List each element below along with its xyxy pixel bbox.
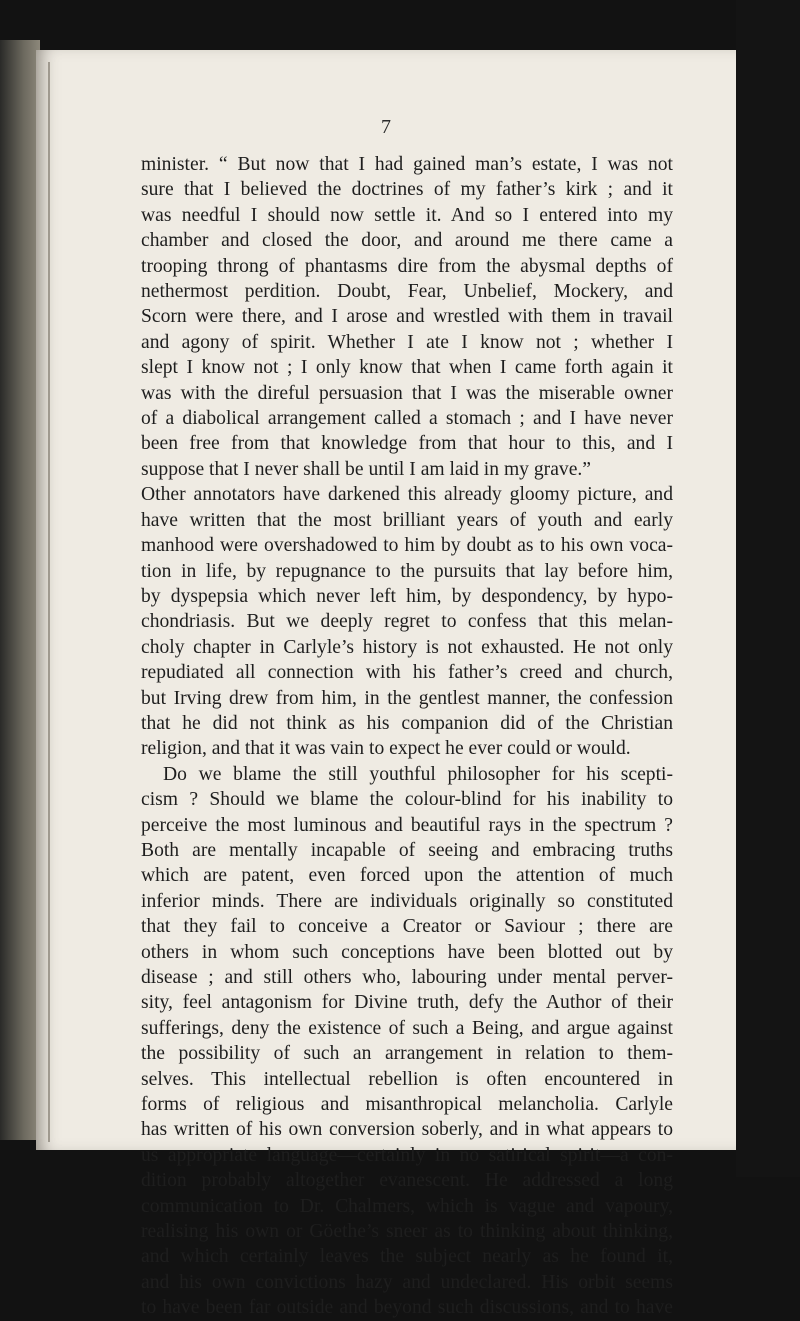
text-line: but Irving drew from him, in the gentlest manner, the confession (141, 687, 673, 709)
text-line: Other annotators have darkened this already gloomy picture, and (141, 484, 673, 506)
text-line: sure that I believed the doctrines of my father’s kirk ; and it (141, 179, 673, 201)
text-line: chondriasis. But we deeply regret to confess that this melan- (141, 611, 673, 633)
text-line: trooping throng of phantasms dire from the abysmal depths of (141, 255, 673, 277)
text-line: have written that the most brilliant years of youth and early (141, 509, 673, 531)
text-line: Do we blame the still youthful philosopher for his scepti- (163, 763, 673, 785)
text-line: religion, and that it was vain to expect he ever could or would. (141, 738, 631, 760)
text-line: cism ? Should we blame the colour-blind for his inability to (141, 789, 673, 811)
page-number: 7 (381, 116, 391, 138)
text-line: suppose that I never shall be until I am laid in my grave.” (141, 458, 591, 480)
text-line: that they fail to conceive a Creator or Saviour ; there are (141, 916, 673, 938)
text-line: realising his own or Göethe’s sneer as to thinking about thinking, (141, 1221, 673, 1243)
text-line: to have been far outside and beyond such discussions, and to have (141, 1297, 673, 1319)
text-line: Scorn were there, and I arose and wrestled with them in travail (141, 306, 673, 328)
text-line: and agony of spirit. Whether I ate I know not ; whether I (141, 331, 673, 353)
text-line: inferior minds. There are individuals originally so constituted (141, 890, 673, 912)
text-line: minister. “ But now that I had gained man’s estate, I was not (141, 154, 673, 175)
text-line: sufferings, deny the existence of such a Being, and argue against (141, 1017, 673, 1039)
text-line: sity, feel antagonism for Divine truth, defy the Author of their (141, 992, 673, 1014)
text-line: Both are mentally incapable of seeing and embracing truths (141, 839, 673, 861)
text-line: repudiated all connection with his father’s creed and church, (141, 662, 673, 684)
text-line: others in whom such conceptions have been blotted out by (141, 941, 673, 963)
text-line: us appropriate language—certainly in no satirical spirit—a con- (141, 1144, 673, 1166)
text-line: tion in life, by repugnance to the pursuits that lay before him, (141, 560, 673, 582)
body-text (141, 152, 673, 1321)
text-line: manhood were overshadowed to him by doubt as to his own voca- (141, 535, 673, 557)
text-line: the possibility of such an arrangement in relation to them- (141, 1043, 673, 1065)
text-line: nethermost perdition. Doubt, Fear, Unbelief, Mockery, and (141, 281, 673, 303)
text-line: was with the direful persuasion that I was the miserable owner (141, 382, 673, 404)
text-line: slept I know not ; I only know that when I came forth again it (141, 357, 673, 379)
text-line: chamber and closed the door, and around me there came a (141, 230, 673, 252)
page-edge-line (48, 62, 50, 1142)
text-line: communication to Dr. Chalmers, which is vague and vapoury, (141, 1195, 673, 1217)
text-line: that he did not think as his companion did of the Christian (141, 712, 673, 734)
text-line: forms of religious and misanthropical melancholia. Carlyle (141, 1094, 673, 1116)
text-line: disease ; and still others who, labouring under mental perver- (141, 967, 673, 988)
text-line: of a diabolical arrangement called a stomach ; and I have never (141, 408, 673, 430)
text-line: perceive the most luminous and beautiful rays in the spectrum ? (141, 814, 673, 836)
background-margin (736, 0, 800, 1177)
text-line: was needful I should now settle it. And so I entered into my (141, 204, 673, 226)
text-line: been free from that knowledge from that hour to this, and I (141, 433, 673, 455)
text-line: choly chapter in Carlyle’s history is not exhausted. He not only (141, 636, 673, 658)
text-line: has written of his own conversion soberly, and in what appears to (141, 1119, 673, 1141)
text-line: by dyspepsia which never left him, by despondency, by hypo- (141, 585, 673, 607)
text-line: dition probably altogether evanescent. He addressed a long (141, 1170, 673, 1192)
text-line: and his own convictions hazy and undeclared. His orbit seems (141, 1271, 673, 1293)
text-line: selves. This intellectual rebellion is often encountered in (141, 1068, 673, 1090)
text-line: which are patent, even forced upon the attention of much (141, 865, 673, 887)
text-line: and which certainly leaves the subject nearly as he found it, (141, 1246, 673, 1268)
book-spine-shadow (0, 40, 40, 1140)
